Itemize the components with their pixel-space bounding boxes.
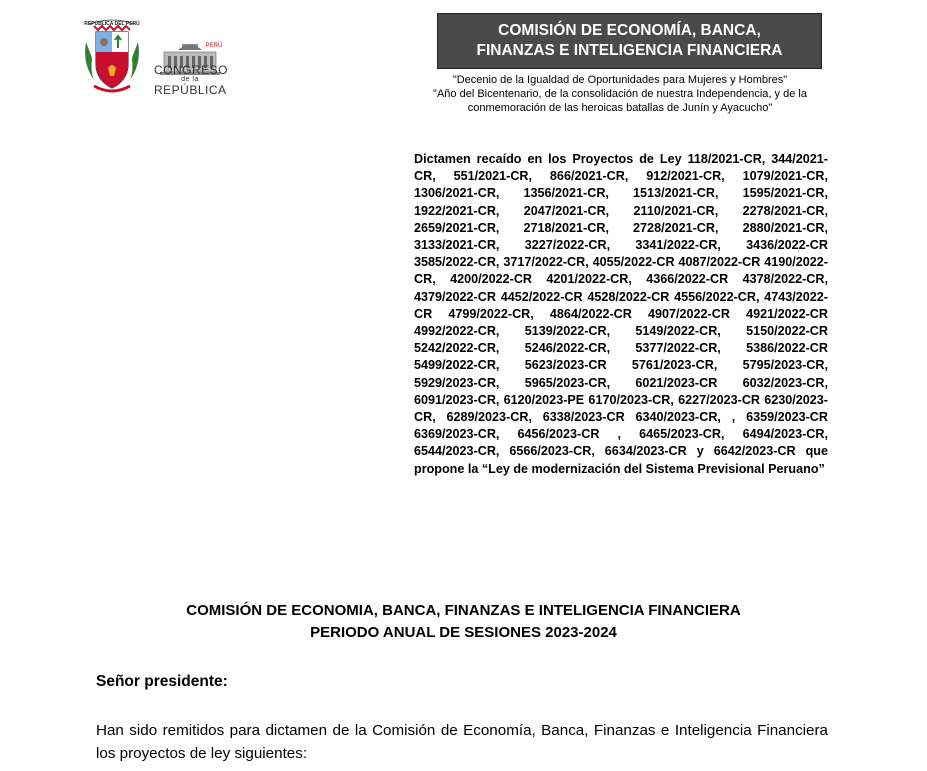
peru-coat-of-arms-icon — [80, 18, 144, 96]
section-title — [96, 600, 831, 644]
dictamen-title: Dictamen recaído en los Proyectos de Ley 118/2021-CR, 344/2021-CR, 551/2021-CR, 866/2021-CR, 912/2021-CR, 1079/2021-CR, 1306/2021-CR, 1356/2021-CR, 1513/2021-CR, 1595/2021-CR, 1922/2021-CR, 2047/2021-CR, 2110/2021-CR, 2278/2021-CR, 2659/2021-CR, 2718/2021-CR, 2728/2021-CR, 2880/2021-CR, 3133/2021-CR, 3227/2022-CR, 3341/2022-CR, 3436/2022-CR 3585/2022-CR, 3717/2022-CR, 4055/2022-CR 4087/2022-CR 4190/2022-CR, 4200/2022-CR 4201/2022-CR, 4366/2022-CR 4378/2022-CR, 4379/2022-CR 4452/2022-CR 4528/2022-CR 4556/2022-CR, 4743/2022-CR 4799/2022-CR, 4864/2022-CR 4907/2022-CR 4921/2022-CR 4992/2022-CR, 5139/2022-CR, 5149/2022-CR, 5150/2022-CR 5242/2022-CR, 5246/2022-CR, 5377/2022-CR, 5386/2022-CR 5499/2022-CR, 5623/2023-CR 5761/2023-CR, 5795/2023-CR, 5929/2023-CR, 5965/2023-CR, 6021/2023-CR 6032/2023-CR, 6091/2023-CR, 6120/2023-PE 6170/2023-CR, 6227/2023-CR 6230/2023-CR, 6289/2023-CR, 6338/2023-CR 6340/2023-CR, , 6359/2023-CR 6369/2023-CR, 6456/2023-CR , 6465/2023-CR, 6494/2023-CR, 6544/2023-CR, 6566/2023-CR, 6634/2023-CR y 6642/2023-CR que propone la “Ley de modernización del Sistema Previsional Peruano” — [414, 152, 828, 476]
logos-area — [80, 18, 230, 98]
decenio-line-2: "Año del Bicentenario, de la consolidación de nuestra Independencia, y de la — [433, 88, 807, 100]
svg-text:PERÚ: PERÚ — [205, 43, 223, 49]
congreso-name: CONGRESO — [154, 63, 229, 77]
decenio-line-1: "Decenio de la Igualdad de Oportunidades para Mujeres y Hombres" — [452, 74, 788, 86]
congreso-wordmark — [154, 63, 229, 97]
decenio-line-3: conmemoración de las heroicas batallas de Junín y Ayacucho" — [467, 102, 773, 114]
section-title-line-1: COMISIÓN DE ECONOMIA, BANCA, FINANZAS E INTELIGENCIA FINANCIERA — [186, 602, 741, 619]
salutation: Señor presidente: — [96, 673, 228, 690]
body-paragraph: Han sido remitidos para dictamen de la Comisión de Economía, Banca, Finanzas e Inteligencia Financiera los proyectos de ley siguientes: — [96, 722, 828, 762]
congreso-sub: de la — [181, 76, 199, 83]
header-line-2: FINANZAS E INTELIGENCIA FINANCIERA — [476, 42, 783, 59]
svg-text:REPÚBLICA DEL PERÚ: REPÚBLICA DEL PERÚ — [84, 21, 140, 27]
commission-header-box — [437, 13, 822, 69]
section-title-line-2: PERIODO ANUAL DE SESIONES 2023-2024 — [310, 624, 617, 641]
header-line-1: COMISIÓN DE ECONOMÍA, BANCA, — [498, 22, 761, 39]
decenio-motto — [410, 73, 830, 115]
congreso-bottom: REPÚBLICA — [154, 83, 227, 97]
